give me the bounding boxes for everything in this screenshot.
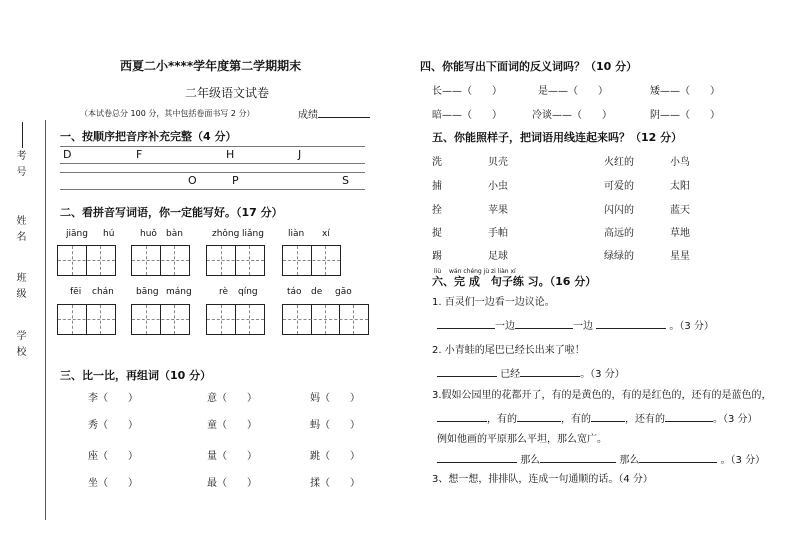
- antonym-item: 阴——（ ）: [650, 110, 720, 121]
- pinyin-label: huǒ: [140, 229, 157, 239]
- alphabet-row-1: [60, 146, 365, 164]
- letter: J: [298, 148, 302, 161]
- pinyin-label: fēi: [70, 287, 82, 297]
- score-label: 成绩: [298, 106, 370, 121]
- writing-grid[interactable]: [206, 245, 265, 276]
- writing-grid[interactable]: [57, 245, 116, 276]
- pinyin-label: chán: [92, 287, 114, 297]
- pinyin-label: hú: [103, 229, 115, 239]
- pinyin-label: jiāng: [66, 229, 88, 239]
- question-5: 3、想一想，排排队，连成一句通顺的话。（4 分）: [432, 474, 653, 485]
- pinyin-label: liǎng: [242, 229, 264, 239]
- blank[interactable]: [591, 421, 625, 422]
- section3-title: 三、比一比，再组词（10 分）: [60, 369, 212, 382]
- letter: P: [232, 174, 239, 187]
- margin-label-class: 班级: [14, 272, 25, 304]
- section6-title: 六、完 成 句子练 习。（16 分）: [432, 275, 597, 288]
- match-word[interactable]: 可爱的: [604, 181, 634, 192]
- section1-title: 一、按顺序把音序补充完整（4 分）: [60, 130, 237, 143]
- alphabet-row-2: [60, 172, 365, 190]
- blank[interactable]: [665, 421, 713, 422]
- pinyin-label: bāng: [136, 287, 159, 297]
- compare-item: 最（ ）: [207, 478, 257, 489]
- section4-title: 四、你能写出下面词的反义词吗？（10 分）: [420, 60, 638, 73]
- score-blank[interactable]: [318, 117, 370, 118]
- match-word[interactable]: 贝壳: [488, 157, 508, 168]
- compare-item: 童（ ）: [207, 420, 257, 431]
- pinyin-label: liàn: [288, 229, 305, 239]
- pinyin-label: rè: [219, 287, 229, 297]
- exam-subtitle: 二年级语文试卷: [185, 86, 270, 100]
- blank[interactable]: [540, 462, 616, 463]
- match-word[interactable]: 捉: [432, 228, 442, 239]
- match-word[interactable]: 高远的: [604, 228, 634, 239]
- blank[interactable]: [639, 462, 717, 463]
- exam-note: （本试卷总分 100 分，其中包括卷面书写 2 分）: [80, 109, 255, 118]
- writing-grid[interactable]: [57, 304, 116, 335]
- margin-label-exam-number: 考号: [14, 150, 25, 182]
- question-2: 2. 小青蛙的尾巴已经长出来了啦！: [432, 345, 585, 356]
- binding-line: [45, 120, 46, 520]
- section5-title: 五、你能照样子，把词语用线连起来吗？（12 分）: [432, 131, 683, 144]
- compare-item: 李（ ）: [88, 393, 138, 404]
- pinyin-label: zhǒng: [212, 229, 240, 239]
- match-word[interactable]: 闪闪的: [604, 205, 634, 216]
- match-word[interactable]: 小鸟: [670, 157, 690, 168]
- compare-item: 揉（ ）: [310, 478, 360, 489]
- compare-item: 座（ ）: [88, 451, 138, 462]
- match-word[interactable]: 小虫: [488, 181, 508, 192]
- answer-line-1: 一边 一边 。（3 分）: [437, 317, 714, 332]
- match-word[interactable]: 足球: [488, 251, 508, 262]
- blank[interactable]: [437, 462, 517, 463]
- match-word[interactable]: 踢: [432, 251, 442, 262]
- antonym-item: 冷谈——（ ）: [532, 110, 612, 121]
- blank[interactable]: [437, 376, 497, 377]
- margin-label-school: 学校: [14, 330, 25, 362]
- match-word[interactable]: 捕: [432, 181, 442, 192]
- match-word[interactable]: 绿绿的: [604, 251, 634, 262]
- answer-line-4: 那么 那么 。（3 分）: [437, 451, 765, 466]
- compare-item: 蚂（ ）: [310, 420, 360, 431]
- pinyin-label: máng: [166, 287, 192, 297]
- compare-item: 坐（ ）: [88, 478, 138, 489]
- question-1: 1. 百灵们一边看一边议论。: [432, 297, 555, 308]
- writing-grid[interactable]: [206, 304, 265, 335]
- writing-grid-3[interactable]: [282, 304, 369, 335]
- pinyin-label: qíng: [238, 287, 258, 297]
- antonym-item: 暗——（ ）: [432, 110, 502, 121]
- compare-item: 量（ ）: [207, 451, 257, 462]
- section2-title: 二、看拼音写词语，你一定能写好。（17 分）: [60, 206, 283, 219]
- blank[interactable]: [596, 328, 666, 329]
- letter: D: [63, 148, 72, 161]
- match-word[interactable]: 洗: [432, 157, 442, 168]
- exam-title: 西夏二小****学年度第二学期期末: [120, 59, 302, 73]
- answer-line-3: ，有的 ，有的 ，还有的 。（3 分）: [437, 410, 758, 425]
- blank[interactable]: [515, 328, 573, 329]
- match-word[interactable]: 蓝天: [670, 205, 690, 216]
- answer-line-2: 已经 。（3 分）: [437, 365, 625, 380]
- pinyin-label: xí: [322, 229, 330, 239]
- blank[interactable]: [437, 328, 495, 329]
- pinyin-label: de: [311, 287, 323, 297]
- match-word[interactable]: 拴: [432, 205, 442, 216]
- compare-item: 妈（ ）: [310, 393, 360, 404]
- match-word[interactable]: 手帕: [488, 228, 508, 239]
- blank[interactable]: [517, 421, 561, 422]
- compare-item: 跳（ ）: [310, 451, 360, 462]
- antonym-item: 长——（ ）: [432, 86, 502, 97]
- question-4: 例如他画的平原那么平坦，那么宽广。: [437, 434, 607, 445]
- writing-grid[interactable]: [131, 245, 190, 276]
- writing-grid[interactable]: [131, 304, 190, 335]
- pinyin-label: táo: [287, 287, 302, 297]
- blank[interactable]: [437, 421, 487, 422]
- letter: S: [342, 174, 349, 187]
- letter: O: [188, 174, 197, 187]
- match-word[interactable]: 太阳: [670, 181, 690, 192]
- letter: F: [136, 148, 143, 161]
- letter: H: [226, 148, 235, 161]
- pinyin-label: bàn: [166, 229, 183, 239]
- compare-item: 意（ ）: [207, 393, 257, 404]
- margin-label-name: 姓名: [14, 215, 25, 247]
- match-word[interactable]: 苹果: [488, 205, 508, 216]
- match-word[interactable]: 草地: [670, 228, 690, 239]
- antonym-item: 矮——（ ）: [650, 86, 720, 97]
- match-word[interactable]: 星星: [670, 251, 690, 262]
- compare-item: 秀（ ）: [88, 420, 138, 431]
- section6-pinyin: liù wán chéng jù zi liàn xí: [434, 268, 516, 275]
- pinyin-label: gāo: [335, 287, 352, 297]
- question-3: 3.假如公园里的花都开了，有的是黄色的，有的是红色的，还有的是蓝色的，: [432, 390, 772, 401]
- writing-grid[interactable]: [282, 245, 341, 276]
- match-word[interactable]: 火红的: [604, 157, 634, 168]
- margin-blank: [22, 122, 24, 148]
- antonym-item: 是——（ ）: [538, 86, 608, 97]
- blank[interactable]: [520, 376, 580, 377]
